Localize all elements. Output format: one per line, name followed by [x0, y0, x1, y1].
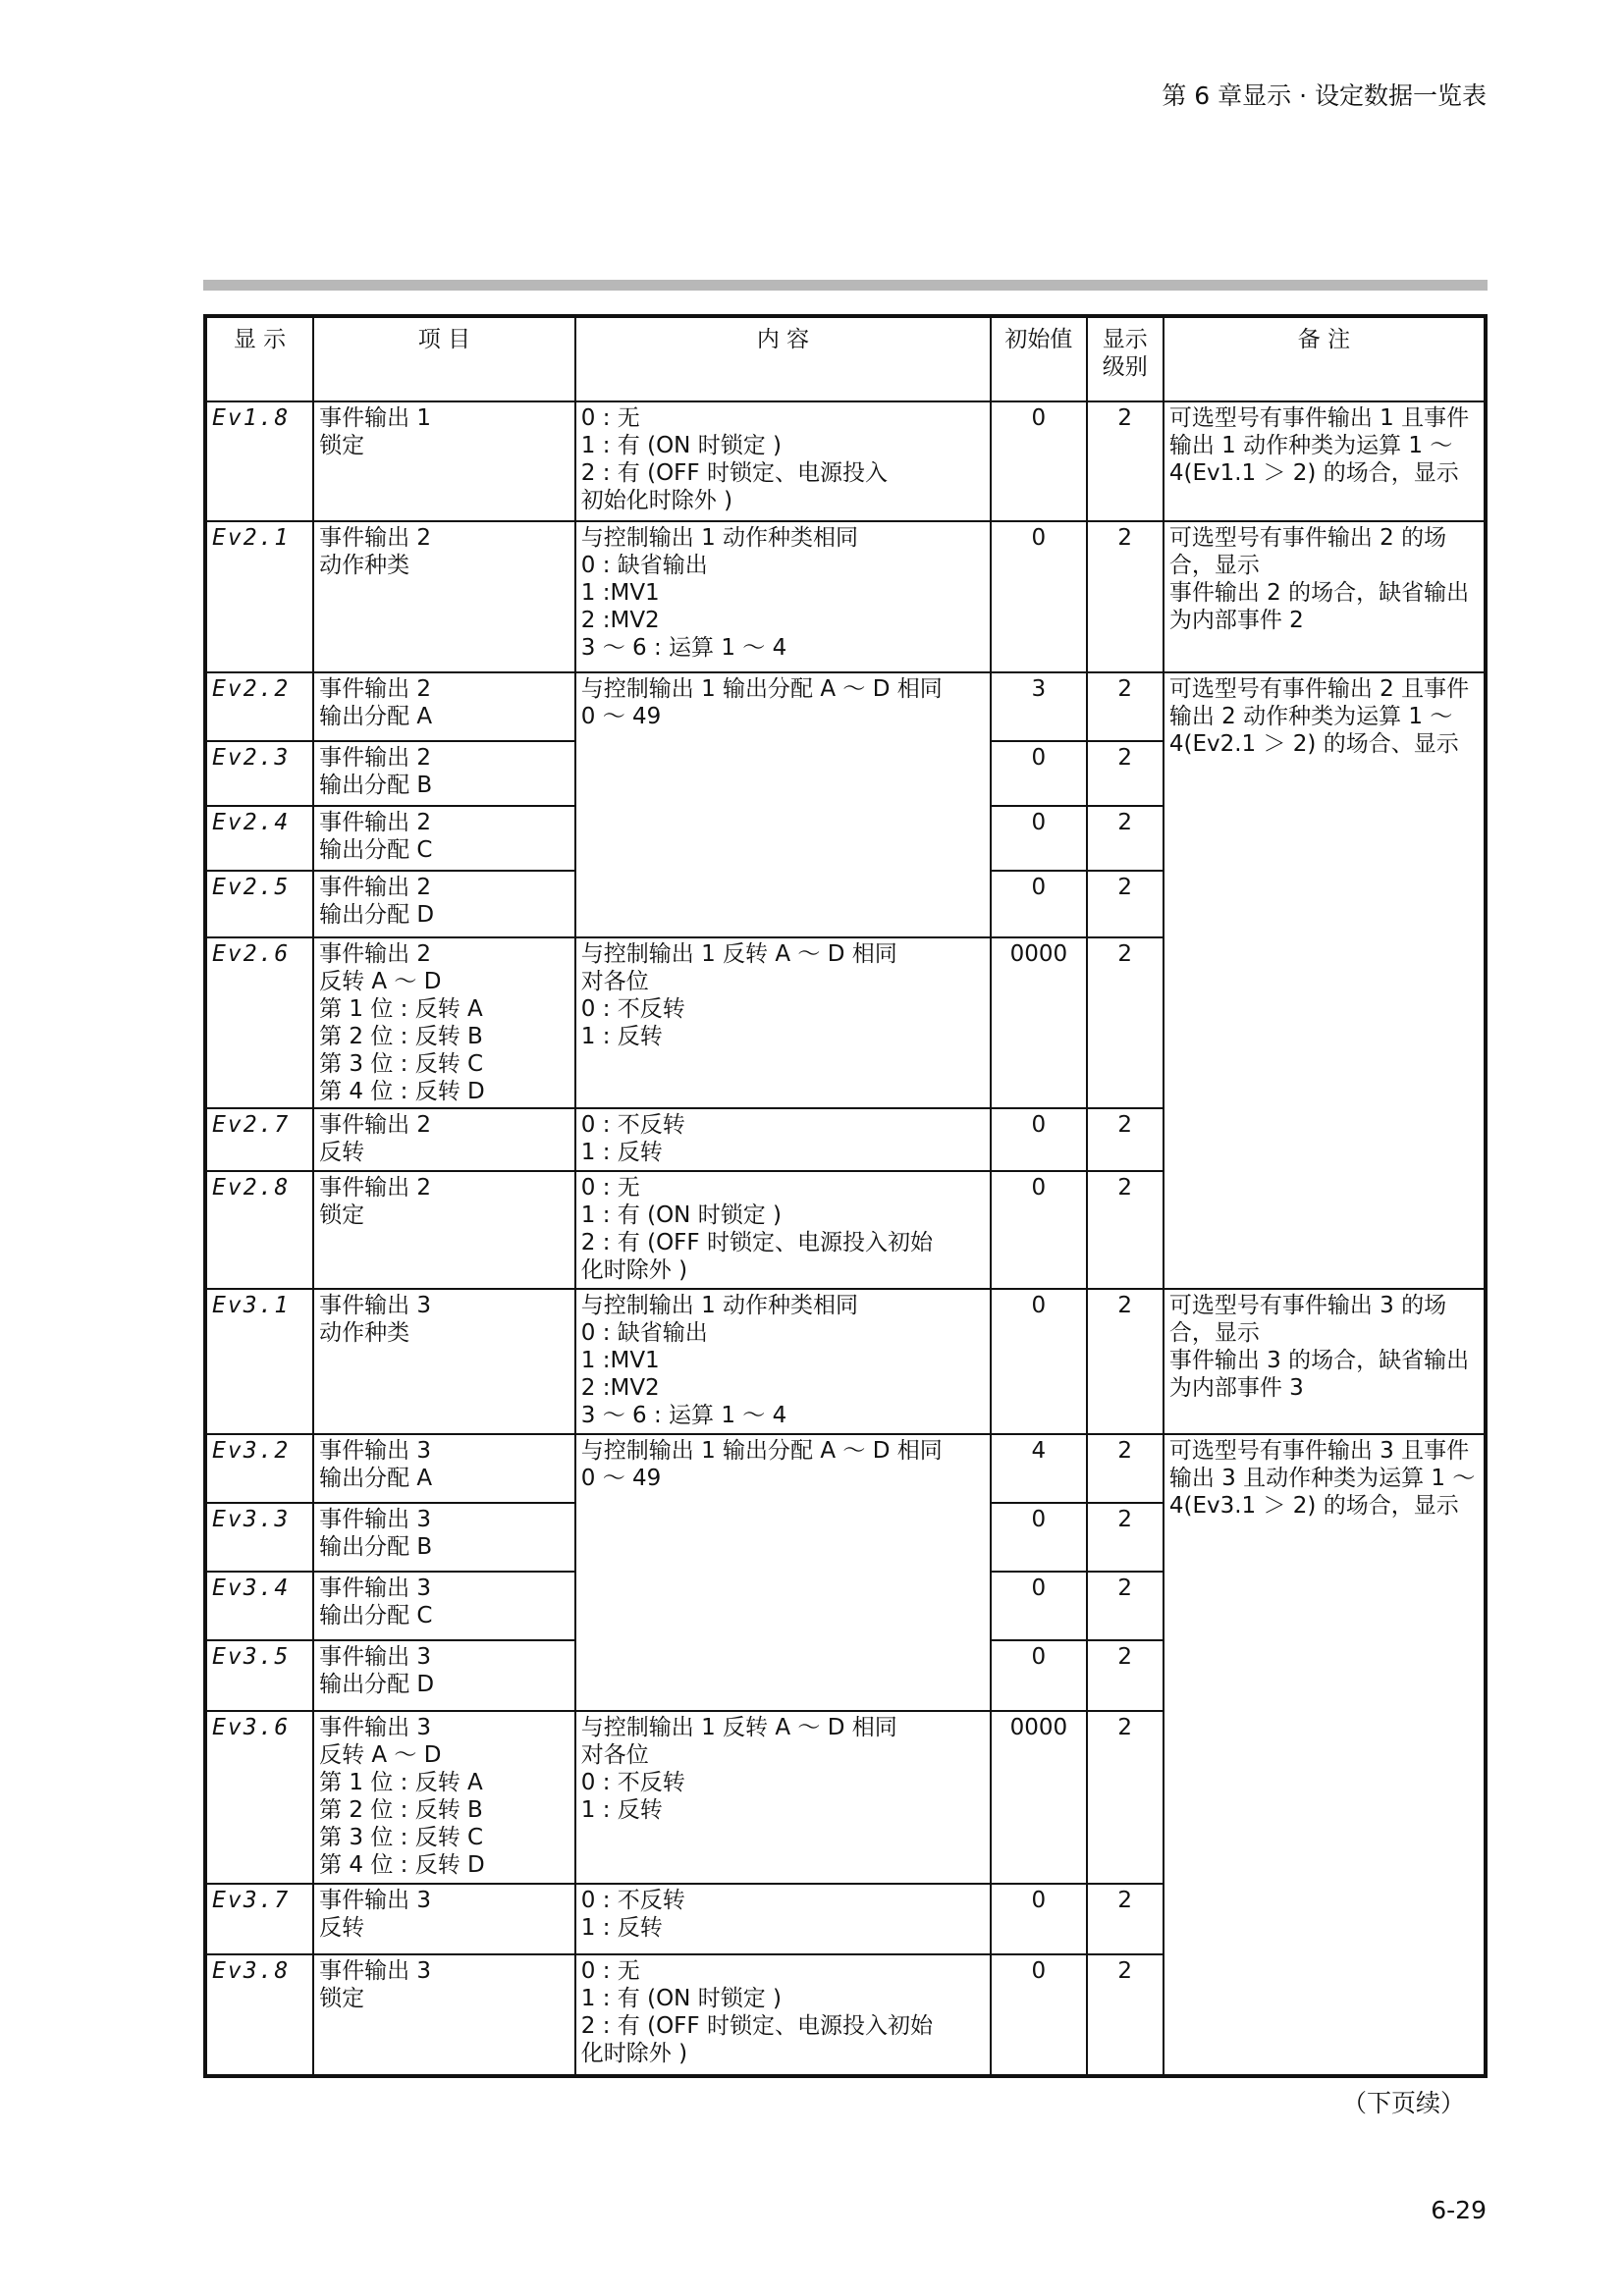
- note-cell: 可选型号有事件输出 2 的场合，显示 事件输出 2 的场合，缺省输出为内部事件 2: [1164, 521, 1486, 672]
- table-row: [205, 521, 1486, 672]
- note-cell: 可选型号有事件输出 2 且事件输出 2 动作种类为运算 1 ～ 4(Ev2.1 ＞ 2) 的场合、显示: [1164, 672, 1486, 1289]
- display-code: Ev3.1: [205, 1289, 313, 1434]
- display-level: 2: [1087, 401, 1164, 521]
- initial-value: 0: [991, 1640, 1086, 1711]
- table-row: [205, 672, 1486, 741]
- display-level: 2: [1087, 1434, 1164, 1503]
- display-level: 2: [1087, 1503, 1164, 1572]
- item-cell: 事件输出 3 动作种类: [313, 1289, 575, 1434]
- display-code: Ev3.4: [205, 1572, 313, 1640]
- display-level: 2: [1087, 806, 1164, 871]
- initial-value: 0: [991, 806, 1086, 871]
- display-level: 2: [1087, 1711, 1164, 1884]
- item-cell: 事件输出 3 反转: [313, 1884, 575, 1954]
- note-cell: 可选型号有事件输出 3 的场合，显示 事件输出 3 的场合，缺省输出为内部事件 3: [1164, 1289, 1486, 1434]
- item-cell: 事件输出 2 输出分配 D: [313, 871, 575, 937]
- initial-value: 0: [991, 1289, 1086, 1434]
- col-header-display: 显 示: [205, 316, 313, 401]
- display-level: 2: [1087, 521, 1164, 672]
- table-row: [205, 401, 1486, 521]
- initial-value: 0: [991, 1108, 1086, 1171]
- display-code: Ev2.8: [205, 1171, 313, 1289]
- col-header-initial: 初始值: [991, 316, 1086, 401]
- display-code: Ev2.3: [205, 741, 313, 806]
- display-level: 2: [1087, 672, 1164, 741]
- settings-table: [203, 314, 1488, 2078]
- display-code: Ev2.1: [205, 521, 313, 672]
- display-level: 2: [1087, 871, 1164, 937]
- content-cell: 与控制输出 1 反转 A ～ D 相同 对各位 0 : 不反转 1 : 反转: [575, 937, 991, 1108]
- display-code: Ev3.5: [205, 1640, 313, 1711]
- display-code: Ev2.4: [205, 806, 313, 871]
- initial-value: 0: [991, 1171, 1086, 1289]
- item-cell: 事件输出 3 输出分配 D: [313, 1640, 575, 1711]
- initial-value: 4: [991, 1434, 1086, 1503]
- content-cell: 0 : 不反转 1 : 反转: [575, 1108, 991, 1171]
- display-code: Ev2.7: [205, 1108, 313, 1171]
- display-level: 2: [1087, 937, 1164, 1108]
- display-level: 2: [1087, 1171, 1164, 1289]
- col-header-content: 内 容: [575, 316, 991, 401]
- display-code: Ev2.6: [205, 937, 313, 1108]
- display-code: Ev2.5: [205, 871, 313, 937]
- header-rule: [203, 280, 1488, 291]
- table-row: [205, 1434, 1486, 1503]
- display-level: 2: [1087, 1884, 1164, 1954]
- initial-value: 0: [991, 1572, 1086, 1640]
- initial-value: 0: [991, 401, 1086, 521]
- display-code: Ev3.8: [205, 1954, 313, 2076]
- content-cell: 与控制输出 1 输出分配 A ～ D 相同 0 ～ 49: [575, 1434, 991, 1711]
- content-cell: 0 : 无 1 : 有 (ON 时锁定 ) 2 : 有 (OFF 时锁定、电源投入初始 化时除外 ): [575, 1171, 991, 1289]
- item-cell: 事件输出 2 反转 A ～ D 第 1 位 : 反转 A 第 2 位 : 反转 B 第 3 位 : 反转 C 第 4 位 : 反转 D: [313, 937, 575, 1108]
- display-code: Ev3.7: [205, 1884, 313, 1954]
- content-cell: 与控制输出 1 反转 A ～ D 相同 对各位 0 : 不反转 1 : 反转: [575, 1711, 991, 1884]
- col-header-note: 备 注: [1164, 316, 1486, 401]
- page-number: 6-29: [1431, 2196, 1487, 2224]
- content-cell: 0 : 无 1 : 有 (ON 时锁定 ) 2 : 有 (OFF 时锁定、电源投入 初始化时除外 ): [575, 401, 991, 521]
- initial-value: 3: [991, 672, 1086, 741]
- item-cell: 事件输出 2 输出分配 C: [313, 806, 575, 871]
- item-cell: 事件输出 2 动作种类: [313, 521, 575, 672]
- content-cell: 与控制输出 1 动作种类相同 0 : 缺省输出 1 :MV1 2 :MV2 3 ～ 6 : 运算 1 ～ 4: [575, 521, 991, 672]
- table-row: [205, 1289, 1486, 1434]
- initial-value: 0: [991, 871, 1086, 937]
- content-cell: 0 : 无 1 : 有 (ON 时锁定 ) 2 : 有 (OFF 时锁定、电源投入初始 化时除外 ): [575, 1954, 991, 2076]
- display-level: 2: [1087, 1289, 1164, 1434]
- col-header-item: 项 目: [313, 316, 575, 401]
- display-code: Ev3.3: [205, 1503, 313, 1572]
- chapter-header: 第 6 章显示 · 设定数据一览表: [1162, 81, 1487, 110]
- display-level: 2: [1087, 1108, 1164, 1171]
- note-cell: 可选型号有事件输出 1 且事件输出 1 动作种类为运算 1 ～ 4(Ev1.1 ＞ 2) 的场合，显示: [1164, 401, 1486, 521]
- display-level: 2: [1087, 1572, 1164, 1640]
- col-header-level: 显示 级别: [1087, 316, 1164, 401]
- initial-value: 0: [991, 1884, 1086, 1954]
- initial-value: 0: [991, 1503, 1086, 1572]
- display-code: Ev3.6: [205, 1711, 313, 1884]
- content-cell: 与控制输出 1 动作种类相同 0 : 缺省输出 1 :MV1 2 :MV2 3 ～ 6 : 运算 1 ～ 4: [575, 1289, 991, 1434]
- item-cell: 事件输出 3 输出分配 B: [313, 1503, 575, 1572]
- display-level: 2: [1087, 741, 1164, 806]
- display-code: Ev3.2: [205, 1434, 313, 1503]
- note-cell: 可选型号有事件输出 3 且事件输出 3 且动作种类为运算 1 ～ 4(Ev3.1 ＞ 2) 的场合，显示: [1164, 1434, 1486, 2076]
- table-header-row: [205, 316, 1486, 401]
- continued-note: （下页续）: [1341, 2089, 1465, 2117]
- item-cell: 事件输出 3 反转 A ～ D 第 1 位 : 反转 A 第 2 位 : 反转 B 第 3 位 : 反转 C 第 4 位 : 反转 D: [313, 1711, 575, 1884]
- display-code: Ev2.2: [205, 672, 313, 741]
- content-cell: 与控制输出 1 输出分配 A ～ D 相同 0 ～ 49: [575, 672, 991, 937]
- initial-value: 0000: [991, 1711, 1086, 1884]
- item-cell: 事件输出 2 反转: [313, 1108, 575, 1171]
- initial-value: 0: [991, 741, 1086, 806]
- item-cell: 事件输出 2 锁定: [313, 1171, 575, 1289]
- initial-value: 0: [991, 1954, 1086, 2076]
- display-level: 2: [1087, 1954, 1164, 2076]
- item-cell: 事件输出 3 输出分配 A: [313, 1434, 575, 1503]
- item-cell: 事件输出 1 锁定: [313, 401, 575, 521]
- initial-value: 0000: [991, 937, 1086, 1108]
- item-cell: 事件输出 3 锁定: [313, 1954, 575, 2076]
- content-cell: 0 : 不反转 1 : 反转: [575, 1884, 991, 1954]
- item-cell: 事件输出 2 输出分配 B: [313, 741, 575, 806]
- item-cell: 事件输出 3 输出分配 C: [313, 1572, 575, 1640]
- display-level: 2: [1087, 1640, 1164, 1711]
- item-cell: 事件输出 2 输出分配 A: [313, 672, 575, 741]
- initial-value: 0: [991, 521, 1086, 672]
- display-code: Ev1.8: [205, 401, 313, 521]
